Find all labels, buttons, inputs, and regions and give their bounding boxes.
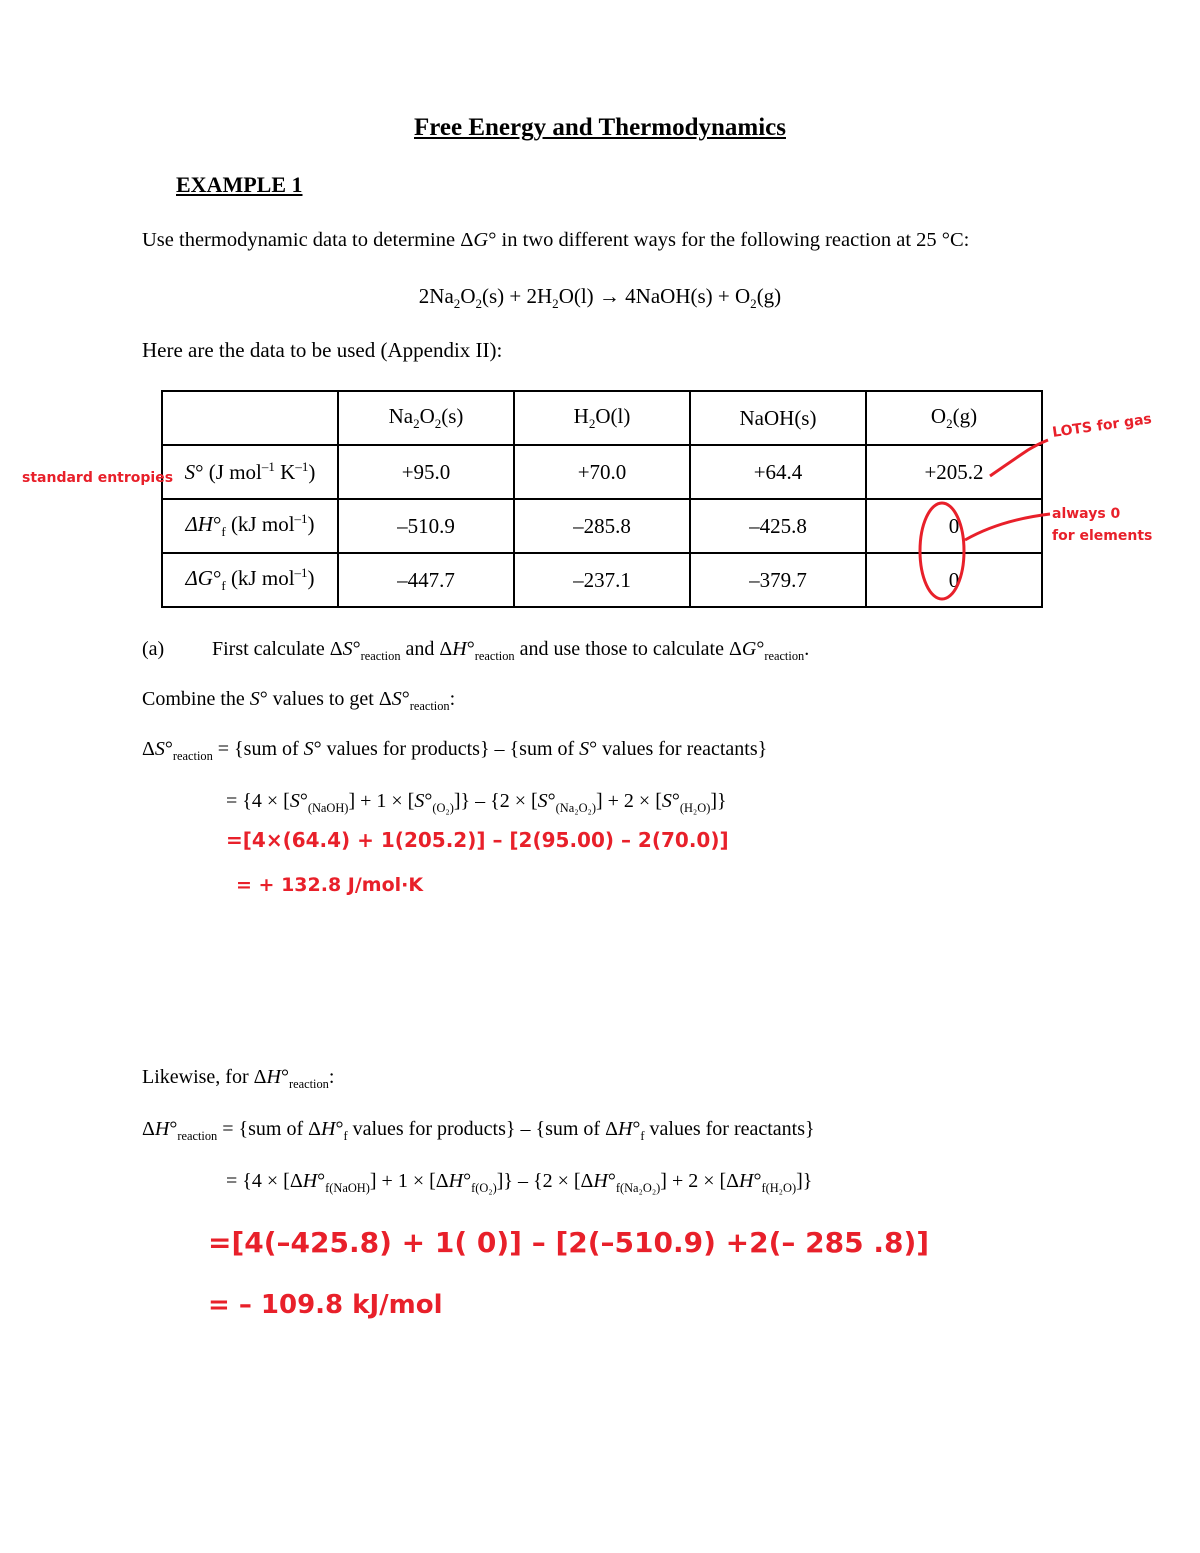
row-label-enthalpy: $\Delta H^\circ_f$ (kJ mol$^{-1}$) — [162, 499, 338, 553]
table-cell: –425.8 — [690, 499, 866, 553]
part-a-text: (a) First calculate $\Delta S^\circ_{reaction}$ and $\Delta H^\circ_{reaction}$ and use those to calculate $\Delta G^\circ_{reaction}$. — [142, 638, 810, 663]
table-cell: +64.4 — [690, 445, 866, 499]
example-label: EXAMPLE 1 — [176, 172, 303, 197]
enthalpy-substitution-line: = $\{4 \times [\Delta H^\circ_{f(NaOH)}] + 1 \times [\Delta H^\circ_{f(O_2)}]\} - \{2 \times [\Delta H^\circ_{f(Na_2O_2)}] + 2 \times [\Delta H^\circ_{f(H_2O)}]\}$ — [226, 1170, 813, 1195]
reaction-equation: $2Na_2O_2(s) + 2H_2O(l)$ → 4NaOH(s) + $O_2(g)$ — [418, 284, 782, 312]
data-intro-text: Here are the data to be used (Appendix II): — [142, 338, 503, 362]
note-lots-for-gas: LOTS for gas — [1051, 411, 1153, 441]
table-cell: –237.1 — [514, 553, 690, 607]
table-header-cell: NaOH(s) — [690, 391, 866, 445]
table-cell: 0 — [866, 553, 1042, 607]
table-cell: –510.9 — [338, 499, 514, 553]
elements-arrow — [965, 514, 1050, 540]
note-standard-entropies: standard entropies — [22, 470, 174, 486]
table-cell: –379.7 — [690, 553, 866, 607]
table-header-cell: $H_2O(l)$ — [514, 391, 690, 445]
handwritten-enthalpy-calc: =[4(–425.8) + 1( 0)] – [2(–510.9) +2(– 285 .8)] — [208, 1226, 930, 1259]
entropy-substitution-line: = $\{4 \times [S^\circ_{(NaOH)}] + 1 \times [S^\circ_{(O_2)}]\} - \{2 \times [S^\circ_{(Na_2O_2)}] + 2 \times [S^\circ_{(H_2O)}]\}$ — [226, 790, 727, 815]
table-header-cell: $Na_2O_2(s)$ — [338, 391, 514, 445]
likewise-text: Likewise, for $\Delta H^\circ_{reaction}$: — [142, 1066, 335, 1091]
handwritten-entropy-calc: =[4×(64.4) + 1(205.2)] – [2(95.00) – 2(70.0)] — [226, 828, 729, 852]
enthalpy-formula-line: $\Delta H^\circ_{reaction} = \{sum$ of $\Delta H^\circ_f$ values for products} – {sum of $\Delta H^\circ_f$ values for reactants} — [142, 1118, 815, 1143]
note-always-0: always 0 — [1052, 506, 1121, 522]
zero-values-circle — [920, 503, 964, 599]
row-label-free-energy: $\Delta G^\circ_f$ (kJ mol$^{-1}$) — [162, 553, 338, 607]
table-cell: +70.0 — [514, 445, 690, 499]
entropy-formula-line: $\Delta S^\circ_{reaction} = \{sum$ of S° values for products} – {sum of S° values for reactants} — [142, 738, 768, 763]
table-cell: +95.0 — [338, 445, 514, 499]
table-cell: 0 — [866, 499, 1042, 553]
handwritten-enthalpy-result: = – 109.8 kJ/mol — [208, 1290, 443, 1320]
table-cell: +205.2 — [866, 445, 1042, 499]
row-label-entropy: S° (J mol$^{-1}$ $K^{-1}$) — [162, 445, 338, 499]
intro-text: Use thermodynamic data to determine ΔG° in two different ways for the following reaction at 25 °C: — [142, 229, 970, 251]
note-for-elements: for elements — [1052, 528, 1153, 544]
combine-entropy-text: Combine the S° values to get $\Delta S^\circ_{reaction}$: — [142, 688, 456, 713]
gas-arrow — [990, 440, 1048, 476]
table-cell: –285.8 — [514, 499, 690, 553]
handwritten-entropy-result: = + 132.8 J/mol·K — [236, 874, 424, 896]
table-cell: –447.7 — [338, 553, 514, 607]
page-title: Free Energy and Thermodynamics — [414, 114, 786, 141]
table-header-cell: $O_2(g)$ — [866, 391, 1042, 445]
